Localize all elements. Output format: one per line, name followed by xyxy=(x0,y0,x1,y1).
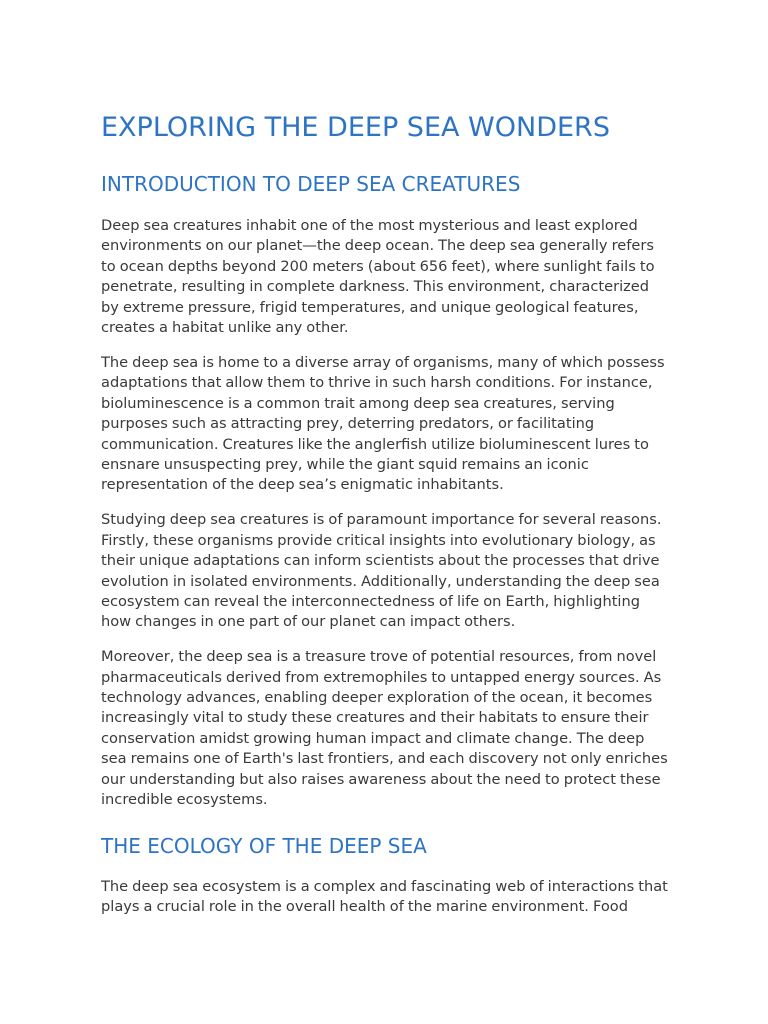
paragraph: Studying deep sea creatures is of paramount importance for several reasons. Firstly, these organisms provide critical insights into evolutionary biology, as their unique adaptations can inform scientists about the processes that drive evolution in isolated environments. Additionally, understanding the deep sea ecosystem can reveal the interconnectedness of life on Earth, highlighting how changes in one part of our planet can impact others. xyxy=(101,511,662,631)
paragraph: Moreover, the deep sea is a treasure trove of potential resources, from novel pharmaceuticals derived from extremophiles to untapped energy sources. As technology advances, enabling deeper exploration of the ocean, it becomes increasingly vital to study these creatures and their habitats to ensure their conservation amidst growing human impact and climate change. The deep sea remains one of Earth's last frontiers, and each discovery not only enriches our understanding but also raises awareness about the need to protect these incredible ecosystems. xyxy=(101,648,668,809)
section-heading-introduction: INTRODUCTION TO DEEP SEA CREATURES xyxy=(101,172,521,196)
section-heading-ecology: THE ECOLOGY OF THE DEEP SEA xyxy=(101,834,427,858)
paragraph: The deep sea is home to a diverse array of organisms, many of which possess adaptations that allow them to thrive in such harsh conditions. For instance, bioluminescence is a common trait among deep sea creatures, serving purposes such as attracting prey, deterring predators, or facilitating communication. Creatures like the anglerfish utilize bioluminescent lures to ensnare unsuspecting prey, while the giant squid remains an iconic representation of the deep sea’s enigmatic inhabitants. xyxy=(101,353,665,494)
paragraph: Deep sea creatures inhabit one of the most mysterious and least explored environments on our planet—the deep ocean. The deep sea generally refers to ocean depths beyond 200 meters (about 656 feet), where sunlight fails to penetrate, resulting in complete darkness. This environment, characterized by extreme pressure, frigid temperatures, and unique geological features, creates a habitat unlike any other. xyxy=(101,217,655,337)
section-body-ecology xyxy=(101,877,669,932)
document-title: EXPLORING THE DEEP SEA WONDERS xyxy=(101,112,610,143)
document-page xyxy=(101,0,681,1024)
paragraph: The deep sea ecosystem is a complex and fascinating web of interactions that plays a crucial role in the overall health of the marine environment. Food xyxy=(101,878,668,916)
section-body-introduction xyxy=(101,216,669,825)
